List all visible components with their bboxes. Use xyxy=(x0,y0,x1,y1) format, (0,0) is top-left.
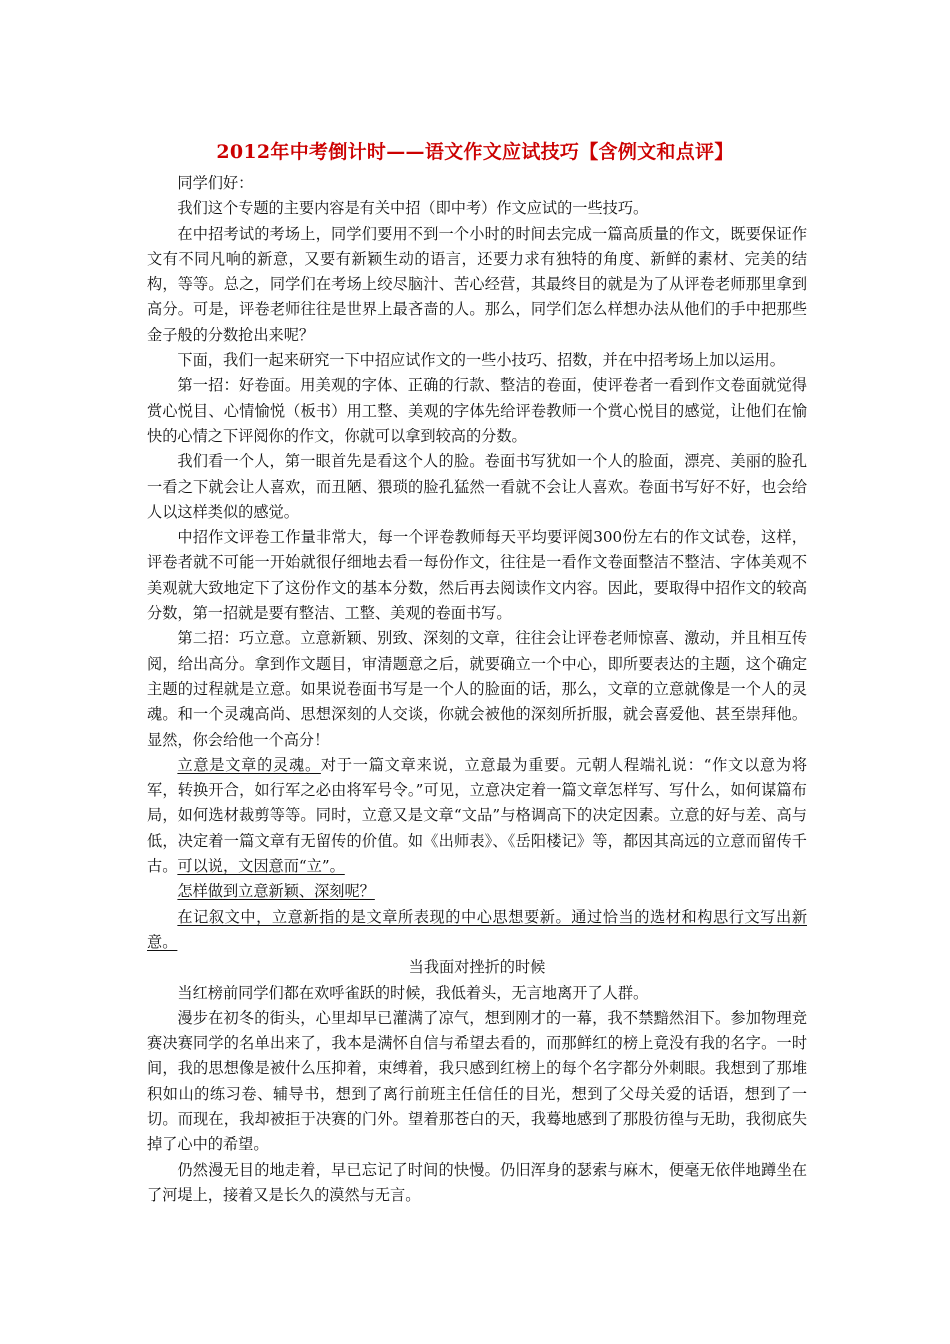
underlined-text: 立意是文章的灵魂。 xyxy=(177,755,321,774)
paragraph-text: 对于一篇文章来说，立意最为重要。元朝人程端礼说：“作文以意为将军，转换开合，如行军之必由将军号令。”可见，立意决定着一篇文章怎样写、写什么，如何谋篇布局，如何选材裁剪等等。同时，立意又是文章“文品”与格调高下的决定因素。立意的好与差、高与低，决定着一篇文章有无留传的价值。如《出师表》、《岳阳楼记》等，都因其高远的立意而留传千古。 xyxy=(147,755,808,876)
underlined-text: 怎样做到立意新颖、深刻呢？ xyxy=(177,882,375,901)
paragraph xyxy=(147,171,807,196)
underlined-text: 在记叙文中，立意新指的是文章所表现的中心思想要新。通过恰当的选材和构思行文写出新意。 xyxy=(147,907,807,951)
paragraph-text: 第一招：好卷面。用美观的字体、正确的行款、整洁的卷面，使评卷者一看到作文卷面就觉得赏心悦目、心情愉悦（板书）用工整、美观的字体先给评卷教师一个赏心悦目的感觉，让他们在愉快的心情之下评阅你的作文，你就可以拿到较高的分数。 xyxy=(147,376,807,445)
paragraph-text: 我们看一个人，第一眼首先是看这个人的脸。卷面书写犹如一个人的脸面，漂亮、美丽的脸孔一看之下就会让人喜欢，而丑陋、猥琐的脸孔猛然一看就不会让人喜欢。卷面书写好不好，也会给人以这样类似的感觉。 xyxy=(147,452,807,521)
paragraph xyxy=(147,626,807,752)
paragraph xyxy=(147,373,807,449)
paragraph-text: 当我面对挫折的时候 xyxy=(408,958,546,977)
paragraph xyxy=(147,348,807,373)
paragraph xyxy=(147,879,807,904)
paragraph-text: 中招作文评卷工作量非常大，每一个评卷教师每天平均要评阅300份左右的作文试卷，这样，评卷者就不可能一开始就很仔细地去看一每份作文，往往是一看作文卷面整洁不整洁、字体美观不美观就大致地定下了这份作文的基本分数，然后再去阅读作文内容。因此，要取得中招作文的较高分数，第一招就是要有整洁、工整、美观的卷面书写。 xyxy=(147,528,807,623)
paragraph-text: 仍然漫无目的地走着，早已忘记了时间的快慢。仍旧浑身的瑟索与麻木，便毫无依伴地蹲坐在了河堤上，接着又是长久的漠然与无言。 xyxy=(147,1160,807,1204)
paragraph xyxy=(147,981,807,1006)
paragraph-text: 当红榜前同学们都在欢呼雀跃的时候，我低着头，无言地离开了人群。 xyxy=(177,983,649,1002)
paragraph-text: 第二招：巧立意。立意新颖、别致、深刻的文章，往往会让评卷老师惊喜、激动，并且相互传阅，给出高分。拿到作文题目，审清题意之后，就要确立一个中心，即所要表达的主题，这个确定主题的过程就是立意。如果说卷面书写是一个人的脸面的话，那么，文章的立意就像是一个人的灵魂。和一个灵魂高尚、思想深刻的人交谈，你就会被他的深刻所折服，就会喜爱他、甚至崇拜他。显然，你会给他一个高分！ xyxy=(147,629,807,749)
paragraph xyxy=(147,222,807,348)
paragraph xyxy=(147,905,807,956)
paragraph xyxy=(147,196,807,221)
paragraph-text: 在中招考试的考场上，同学们要用不到一个小时的时间去完成一篇高质量的作文，既要保证作文有不同凡响的新意，又要有新颖生动的语言，还要力求有独特的角度、新鲜的素材、完美的结构，等等。总之，同学们在考场上绞尽脑汁、苦心经营，其最终目的就是为了从评卷老师那里拿到高分。可是，评卷老师往往是世界上最吝啬的人。那么，同学们怎么样想办法从他们的手中把那些金子般的分数抢出来呢？ xyxy=(147,224,807,344)
document-body xyxy=(147,171,807,1208)
paragraph xyxy=(147,1158,807,1209)
article-title xyxy=(147,955,807,980)
paragraph-text: 下面，我们一起来研究一下中招应试作文的一些小技巧、招数，并在中招考场上加以运用。 xyxy=(177,351,785,370)
document-title: 2012年中考倒计时——语文作文应试技巧【含例文和点评】 xyxy=(216,140,734,163)
paragraph xyxy=(147,449,807,525)
paragraph xyxy=(147,753,807,879)
paragraph xyxy=(147,1006,807,1158)
paragraph-text: 漫步在初冬的街头，心里却早已灌满了凉气，想到刚才的一幕，我不禁黯然泪下。参加物理竞赛决赛同学的名单出来了，我本是满怀自信与希望去看的，而那鲜红的榜上竟没有我的名字。一时间，我的思想像是被什么压抑着，束缚着，我只感到红榜上的每个名字都分外刺眼。我想到了那堆积如山的练习卷、辅导书，想到了离行前班主任信任的目光，想到了父母关爱的话语，想到了一切。而现在，我却被拒于决赛的门外。望着那苍白的天，我蓦地感到了那股彷徨与无助，我彻底失掉了心中的希望。 xyxy=(147,1008,807,1154)
paragraph-text: 同学们好： xyxy=(177,174,254,192)
paragraph-text: 我们这个专题的主要内容是有关中招（即中考）作文应试的一些技巧。 xyxy=(177,199,649,218)
paragraph xyxy=(147,525,807,626)
underlined-text: 可以说，文因意而“立”。 xyxy=(177,857,345,876)
